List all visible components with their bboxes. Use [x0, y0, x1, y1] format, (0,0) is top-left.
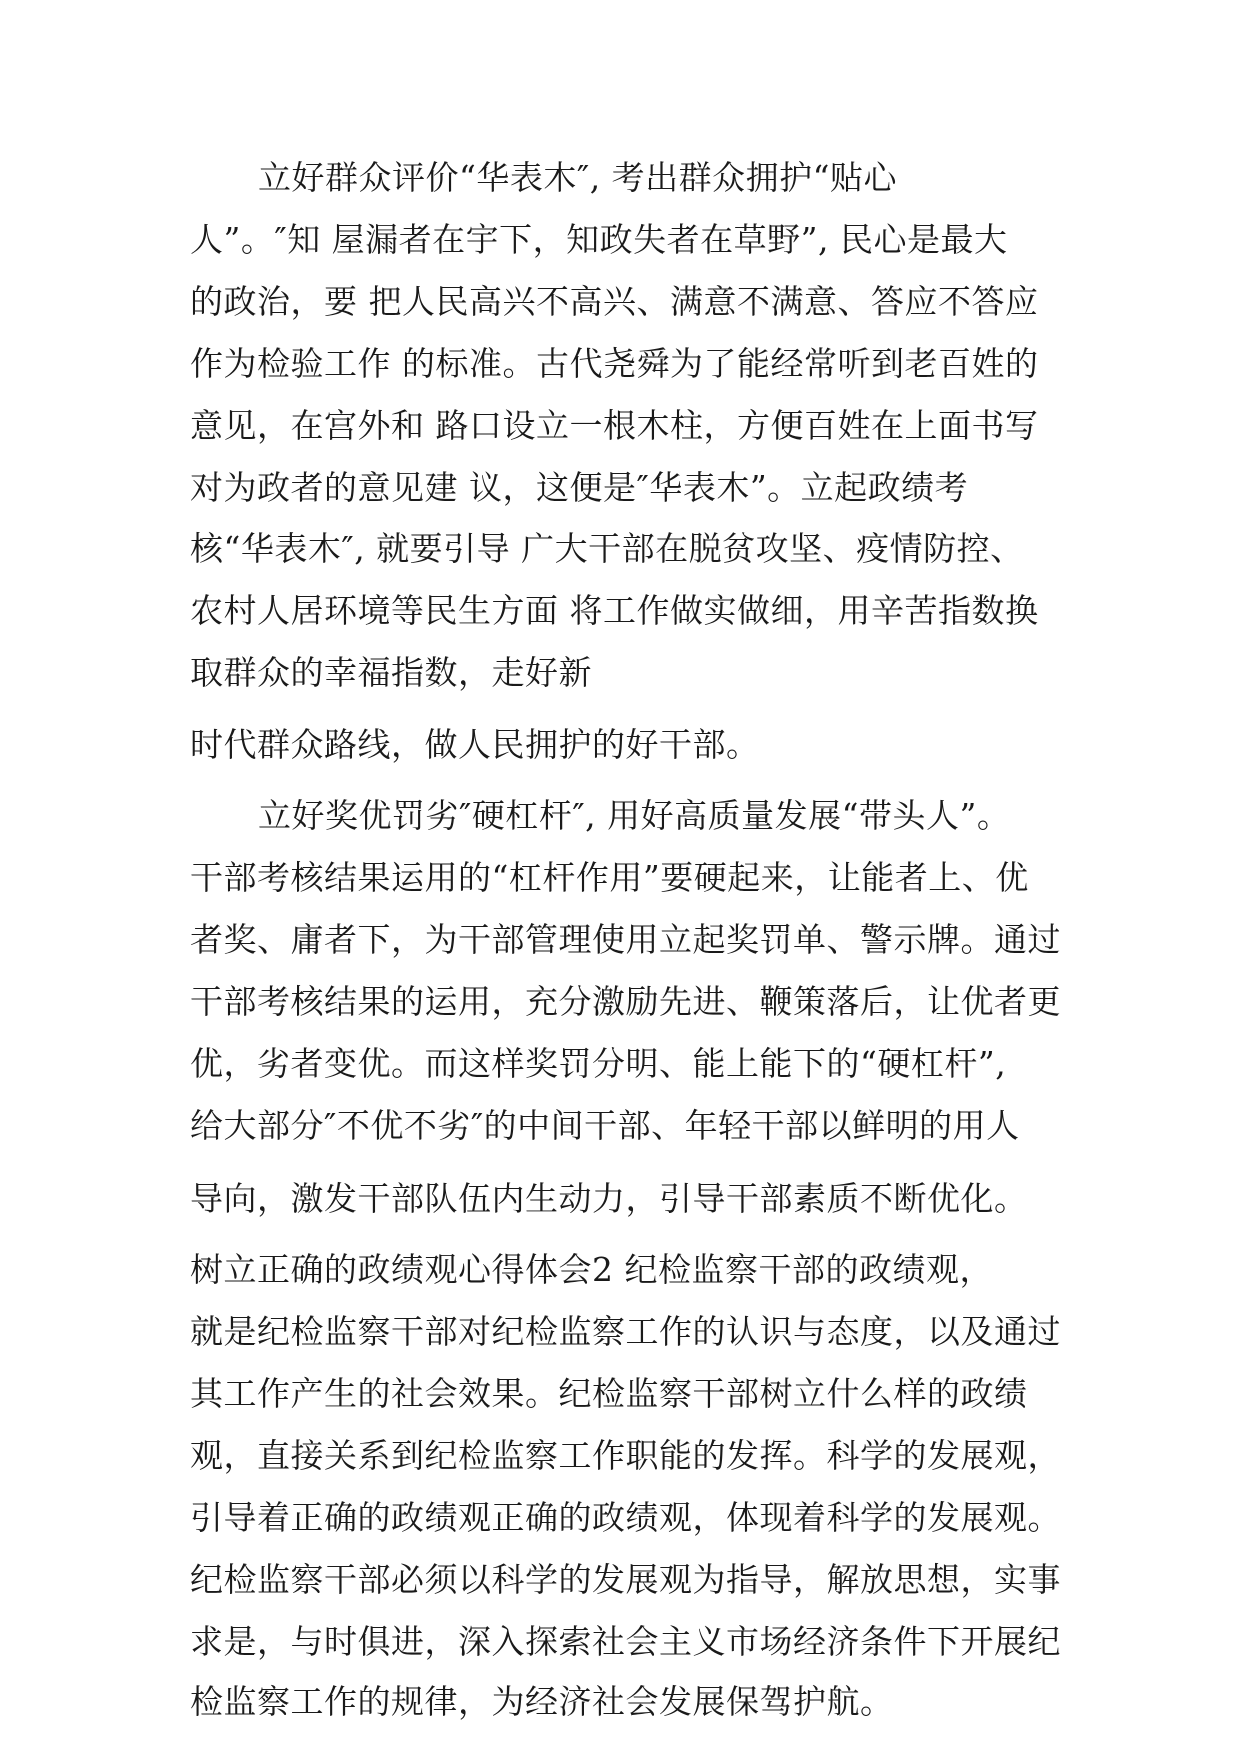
- text-line: 取群众的幸福指数，走好新: [190, 653, 592, 692]
- text-line: 干部考核结果运用的“杠杆作用”要硬起来，让能者上、优: [190, 858, 1029, 897]
- text-line: 纪检监察干部必须以科学的发展观为指导，解放思想，实事: [190, 1560, 1061, 1599]
- text-line: 观，直接关系到纪检监察工作职能的发挥。科学的发展观，: [190, 1436, 1061, 1475]
- text-line: 检监察工作的规律，为经济社会发展保驾护航。: [190, 1682, 894, 1721]
- text-line: 导向，激发干部队伍内生动力，引导干部素质不断优化。: [190, 1179, 1028, 1218]
- text-line: 干部考核结果的运用，充分激励先进、鞭策落后，让优者更: [190, 982, 1061, 1021]
- text-line: 核“华表木″, 就要引导 广大干部在脱贫攻坚、疫情防控、: [190, 529, 1024, 568]
- text-line: 就是纪检监察干部对纪检监察工作的认识与态度，以及通过: [190, 1312, 1061, 1351]
- text-line: 立好群众评价“华表木″, 考出群众拥护“贴心: [258, 158, 898, 197]
- text-line: 对为政者的意见建 议，这便是″华表木”。立起政绩考: [190, 468, 969, 507]
- text-line: 优，劣者变优。而这样奖罚分明、能上能下的“硬杠杆”,: [190, 1044, 1007, 1083]
- text-line: 作为检验工作 的标准。古代尧舜为了能经常听到老百姓的: [190, 344, 1039, 383]
- text-line: 的政治，要 把人民高兴不高兴、满意不满意、答应不答应: [190, 282, 1039, 321]
- text-line: 者奖、庸者下，为干部管理使用立起奖罚单、警示牌。通过: [190, 920, 1061, 959]
- text-line: 农村人居环境等民生方面 将工作做实做细，用辛苦指数换: [190, 591, 1039, 630]
- text-line: 人”。″知 屋漏者在宇下，知政失者在草野”, 民心是最大: [190, 220, 1008, 259]
- text-line: 树立正确的政绩观心得体会2 纪检监察干部的政绩观，: [190, 1250, 993, 1289]
- text-line: 求是，与时俱进，深入探索社会主义市场经济条件下开展纪: [190, 1622, 1061, 1661]
- text-line: 意见，在宫外和 路口设立一根木柱，方便百姓在上面书写: [190, 406, 1039, 445]
- text-line: 立好奖优罚劣″硬杠杆″, 用好高质量发展“带头人”。: [258, 796, 1011, 835]
- text-line: 时代群众路线，做人民拥护的好干部。: [190, 725, 760, 764]
- text-line: 给大部分″不优不劣″的中间干部、年轻干部以鲜明的用人: [190, 1106, 1020, 1145]
- text-line: 其工作产生的社会效果。纪检监察干部树立什么样的政绩: [190, 1374, 1028, 1413]
- text-line: 引导着正确的政绩观正确的政绩观，体现着科学的发展观。: [190, 1498, 1061, 1537]
